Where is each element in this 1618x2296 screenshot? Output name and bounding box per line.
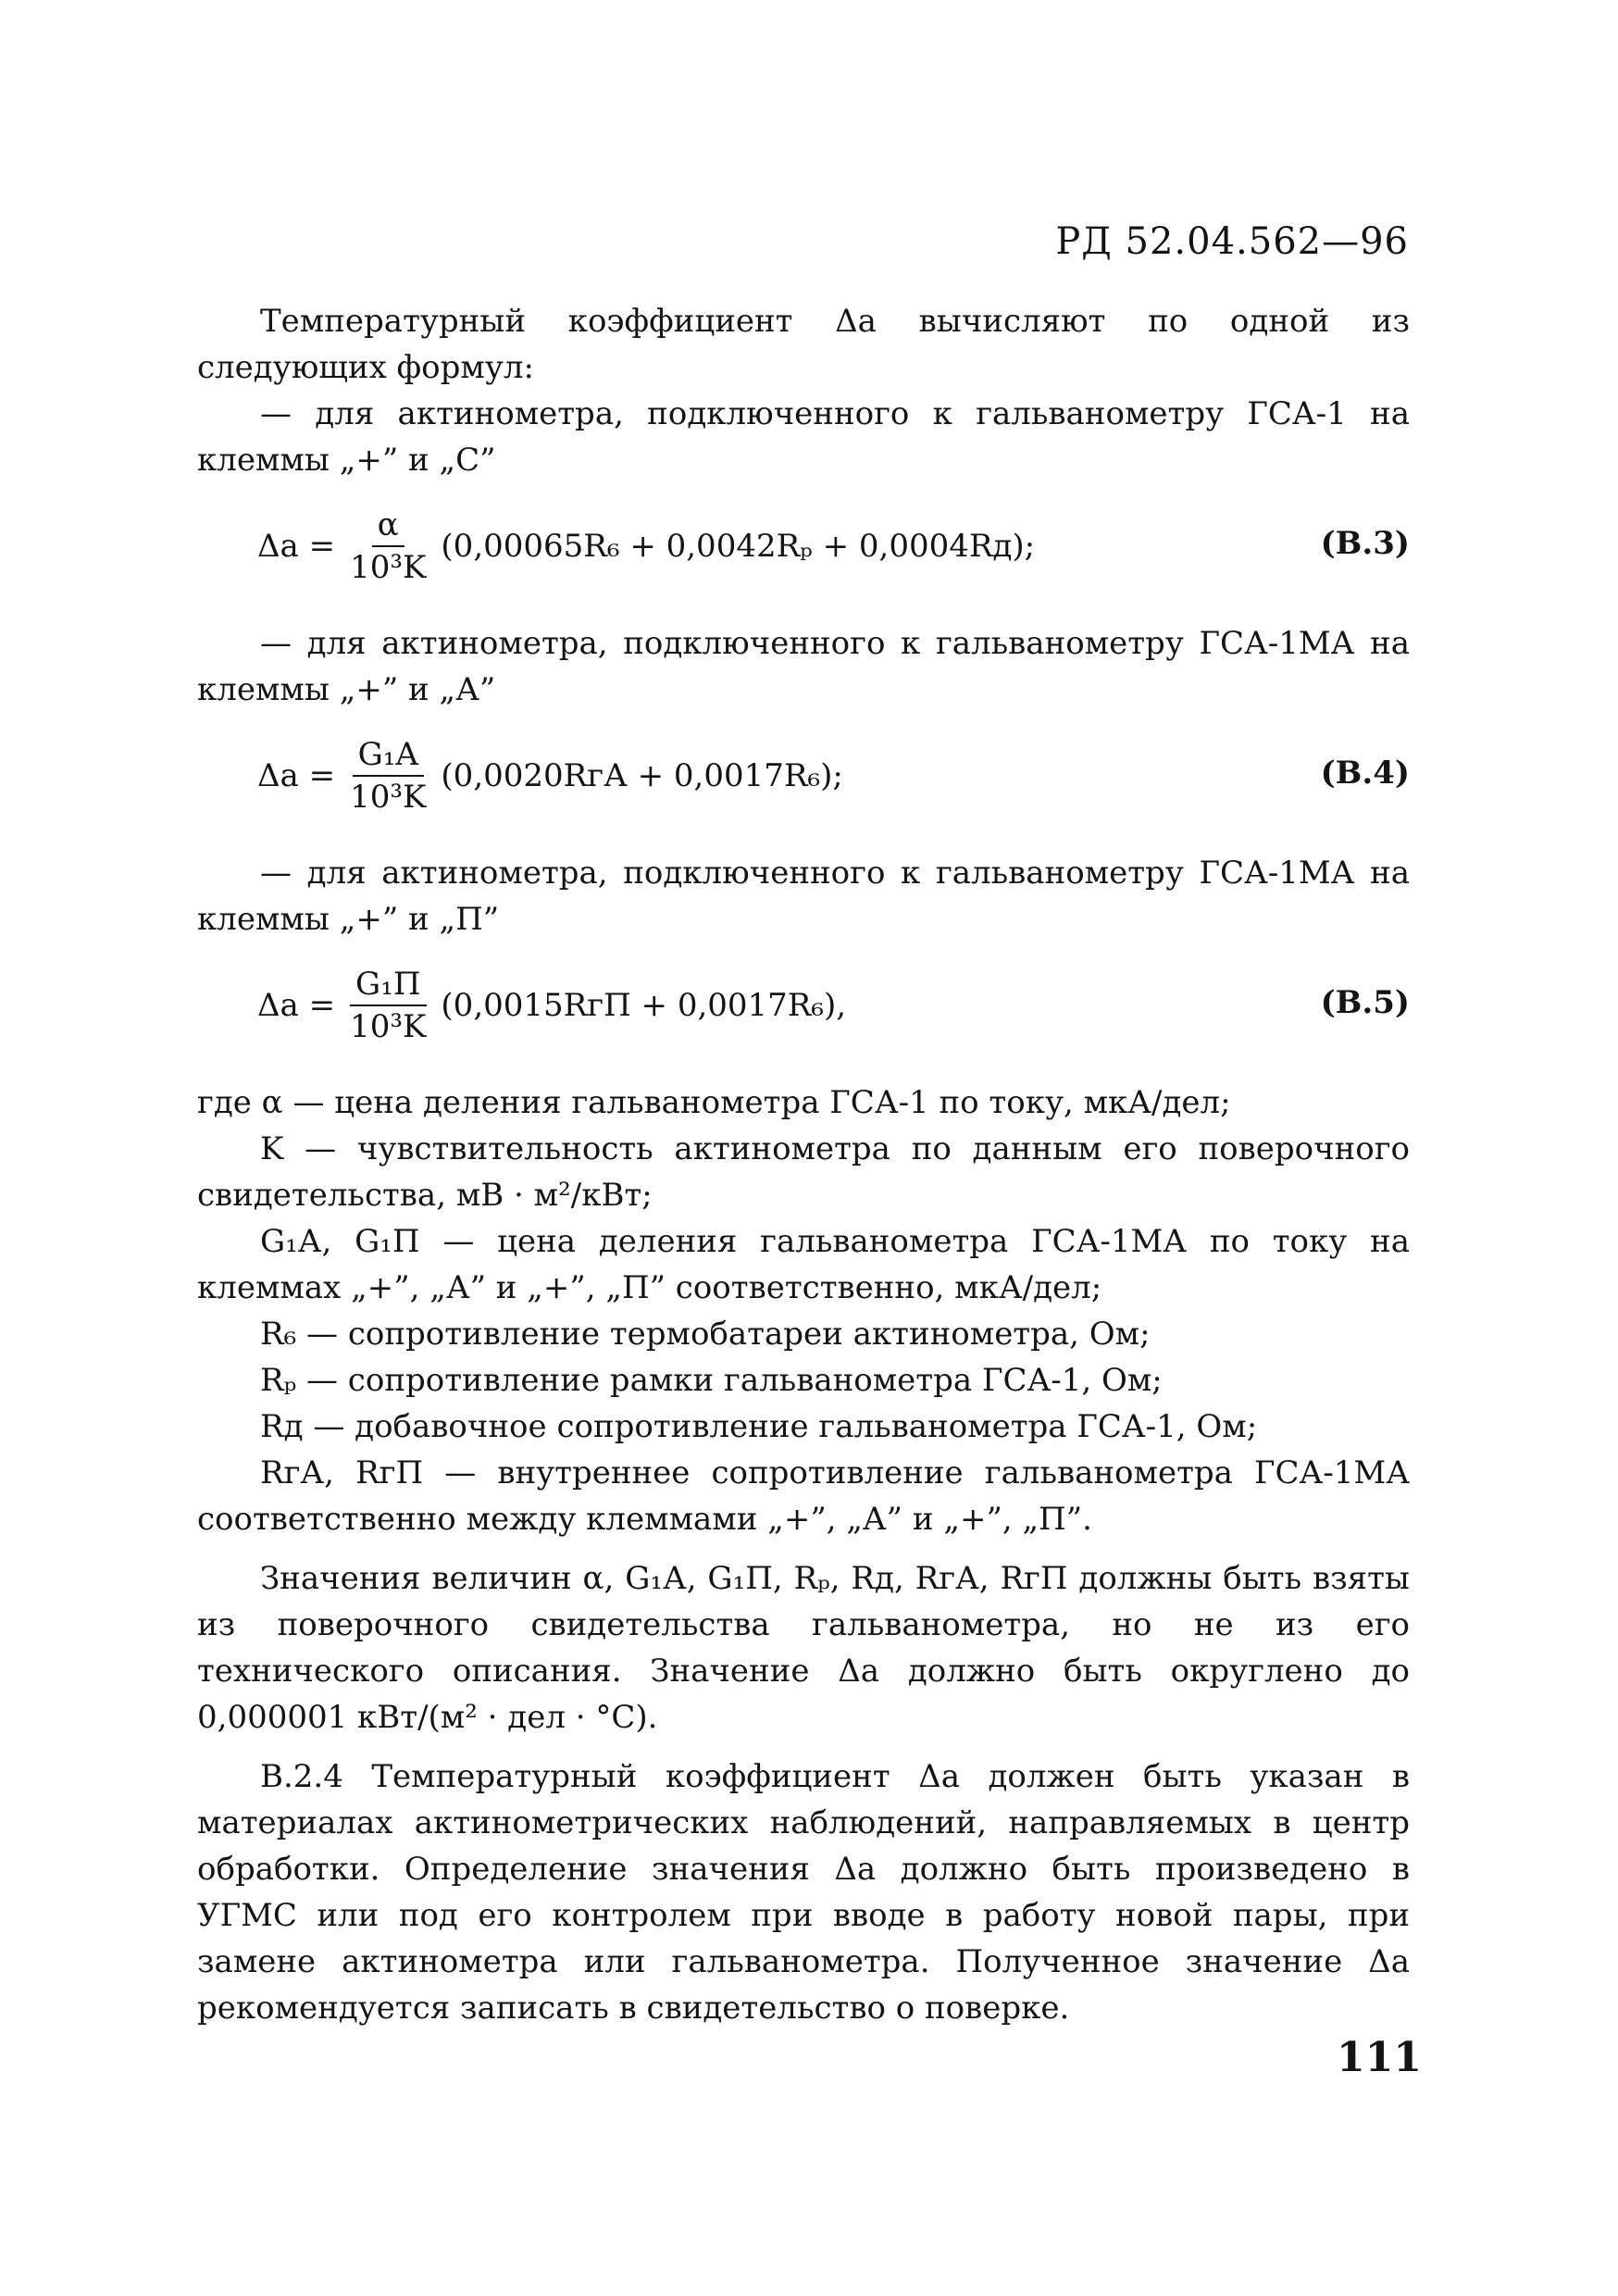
definition-g: G₁А, G₁П — цена деления гальванометра ГСА-1МА по току на клеммах „+”, „А” и „+”, „П” соответственно, мкА/дел; — [197, 1223, 1410, 1306]
formula-b3-rhs: (0,00065R₆ + 0,0042Rₚ + 0,0004Rд); — [441, 528, 1036, 565]
formula-b3-lhs: Δa = — [257, 528, 336, 565]
formula-b4-lhs: Δa = — [257, 757, 336, 794]
case-1-text: — для актинометра, подключенного к гальванометру ГСА-1 на клеммы „+” и „С” — [197, 395, 1410, 479]
formula-b5-denominator: 10³K — [350, 1008, 427, 1045]
formula-b3-label: (В.3) — [1320, 525, 1410, 562]
formula-b3-fraction — [344, 505, 431, 588]
formula-b4-rhs: (0,0020RгА + 0,0017R₆); — [441, 757, 843, 794]
formula-b5-numerator: G₁П — [350, 964, 426, 1006]
formula-b5 — [197, 952, 1410, 1061]
formula-b3-denominator: 10³K — [350, 549, 427, 586]
formula-b5-label: (В.5) — [1320, 984, 1410, 1021]
formula-b4-label: (В.4) — [1320, 755, 1410, 792]
formula-b4-fraction — [344, 734, 431, 817]
definition-rp: Rₚ — сопротивление рамки гальванометра ГСА-1, Ом; — [260, 1362, 1163, 1399]
formula-b3-numerator: α — [372, 505, 404, 547]
formula-b5-fraction — [344, 964, 431, 1047]
intro-paragraph: Температурный коэффициент Δa вычисляют по одной из следующих формул: — [197, 303, 1410, 386]
formula-b4-denominator: 10³K — [350, 779, 427, 816]
definition-rga-rgp: RгА, RгП — внутреннее сопротивление гальванометра ГСА-1МА соответственно между клеммами „+”, „А” и „+”, „П”. — [197, 1454, 1410, 1538]
definition-r6: R₆ — сопротивление термобатареи актинометра, Ом; — [260, 1316, 1151, 1353]
page-body — [197, 298, 1410, 2031]
formula-b4-numerator: G₁A — [353, 734, 424, 777]
definition-alpha: где α — цена деления гальванометра ГСА-1 по току, мкА/дел; — [197, 1084, 1231, 1121]
definition-rd: Rд — добавочное сопротивление гальванометра ГСА-1, Ом; — [260, 1408, 1258, 1445]
document-code-header: РД 52.04.562—96 — [1055, 220, 1409, 263]
formula-b5-lhs: Δa = — [257, 987, 336, 1024]
definition-k: K — чувствительность актинометра по данным его поверочного свидетельства, мВ · м²/кВт; — [197, 1130, 1410, 1214]
formula-b4 — [197, 722, 1410, 831]
values-paragraph: Значения величин α, G₁А, G₁П, Rₚ, Rд, RгА, RгП должны быть взяты из поверочного свидетельства гальванометра, но не из его технического описания. Значение Δa должно быть округлено до 0,000001 кВт/(м² · дел · °С). — [197, 1560, 1410, 1736]
formula-b5-rhs: (0,0015RгП + 0,0017R₆), — [441, 987, 847, 1024]
formula-b3 — [197, 493, 1410, 602]
case-2-text: — для актинометра, подключенного к гальванометру ГСА-1МА на клеммы „+” и „А” — [197, 625, 1410, 708]
section-b24-paragraph: В.2.4 Температурный коэффициент Δa должен быть указан в материалах актинометрических наблюдений, направляемых в центр обработки. Определение значения Δa должно быть произведено в УГМС или под его контролем при вводе в работу новой пары, при замене актинометра или гальванометра. Полученное значение Δa рекомендуется записать в свидетельство о поверке. — [197, 1758, 1410, 2027]
case-3-text: — для актинометра, подключенного к гальванометру ГСА-1МА на клеммы „+” и „П” — [197, 855, 1410, 938]
page-number: 111 — [1337, 2034, 1422, 2081]
